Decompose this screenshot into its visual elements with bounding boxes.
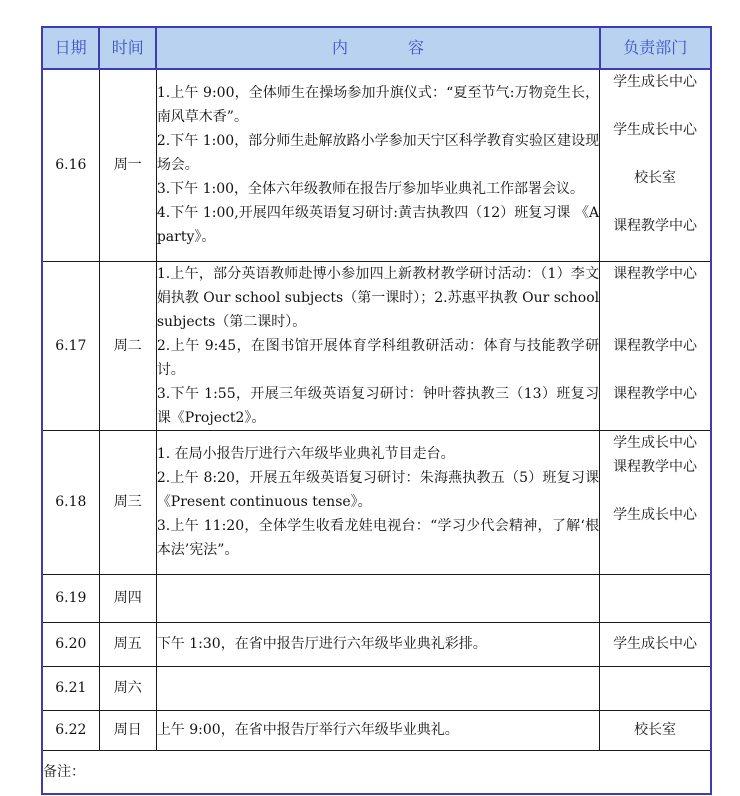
row-dept <box>600 622 711 666</box>
row-dept <box>600 69 711 261</box>
row-content <box>156 666 599 710</box>
dept-label <box>600 286 710 310</box>
dept-label: 学生成长中心 <box>613 434 698 451</box>
dept-label: 学生成长中心 <box>613 122 698 138</box>
row-date: 6.22 <box>42 710 99 750</box>
row-content <box>156 574 599 622</box>
dept-label: 学生成长中心 <box>613 74 698 90</box>
header-day: 时间 <box>99 27 156 69</box>
row-content <box>156 69 599 261</box>
dept-label: 课程教学中心 <box>613 458 698 475</box>
content-item: 2.上午 9:45，在图书馆开展体育学科组教研活动：体育与技能教学研讨。 <box>156 337 600 378</box>
dept-label <box>600 358 710 382</box>
schedule-row <box>42 666 711 710</box>
row-content <box>156 430 599 574</box>
schedule-row <box>42 261 711 430</box>
row-date: 6.19 <box>42 574 99 622</box>
content-item: 上午 9:00，在省中报告厅举行六年级毕业典礼。 <box>156 722 459 738</box>
dept-label <box>600 190 710 214</box>
row-content <box>156 261 599 430</box>
dept-label: 课程教学中心 <box>613 337 698 354</box>
content-item: 1. 在局小报告厅进行六年级毕业典礼节目走台。 <box>156 446 455 462</box>
dept-label: 学生成长中心 <box>613 506 698 523</box>
schedule-row <box>42 574 711 622</box>
row-day: 周五 <box>99 622 156 666</box>
header-row <box>42 27 711 69</box>
schedule-row <box>42 710 711 750</box>
content-item: 3.上午 11:20，全体学生收看龙娃电视台：“学习少代会精神，了解‘根本法’宪法”。 <box>156 518 600 558</box>
row-dept <box>600 430 711 574</box>
dept-label: 校长室 <box>634 722 677 738</box>
row-day: 周日 <box>99 710 156 750</box>
row-date: 6.17 <box>42 261 99 430</box>
dept-label: 课程教学中心 <box>613 265 698 282</box>
content-item: 3.下午 1:55，开展三年级英语复习研讨：钟叶蓉执教三（13）班复习课《Project2》。 <box>156 385 600 426</box>
schedule-table <box>41 26 712 795</box>
row-content <box>156 622 599 666</box>
row-day: 周一 <box>99 69 156 261</box>
row-dept <box>600 710 711 750</box>
row-day: 周三 <box>99 430 156 574</box>
content-item: 2.上午 8:20，开展五年级英语复习研讨：朱海燕执教五（5）班复习课《Present continuous tense》。 <box>156 470 600 510</box>
row-day: 周二 <box>99 261 156 430</box>
dept-label: 课程教学中心 <box>613 218 698 234</box>
row-dept <box>600 666 711 710</box>
row-dept <box>600 261 711 430</box>
row-day: 周四 <box>99 574 156 622</box>
row-date: 6.16 <box>42 69 99 261</box>
dept-label <box>600 94 710 118</box>
content-item: 下午 1:30，在省中报告厅进行六年级毕业典礼彩排。 <box>156 636 487 652</box>
row-content <box>156 710 599 750</box>
header-date: 日期 <box>42 27 99 69</box>
content-item: 1.上午，部分英语教师赴博小参加四上新教材教学研讨活动：（1）李文娟执教 Our school subjects（第一课时）；2.苏惠平执教 Our school subjects（第二课时）。 <box>156 265 600 330</box>
schedule-row <box>42 622 711 666</box>
header-dept: 负责部门 <box>600 27 711 69</box>
content-item: 3.下午 1:00，全体六年级教师在报告厅参加毕业典礼工作部署会议。 <box>156 181 585 198</box>
content-item: 4.下午 1:00,开展四年级英语复习研讨:黄吉执教四（12）班复习课 《A party》。 <box>156 205 600 246</box>
content-item: 2.下午 1:00，部分师生赴解放路小学参加天宁区科学教育实验区建设现场会。 <box>156 133 600 174</box>
dept-label: 校长室 <box>634 170 677 186</box>
dept-label <box>600 142 710 166</box>
schedule-row <box>42 69 711 261</box>
row-date: 6.20 <box>42 622 99 666</box>
dept-label <box>600 310 710 334</box>
dept-label <box>600 479 710 503</box>
row-day: 周六 <box>99 666 156 710</box>
content-item: 1.上午 9:00，全体师生在操场参加升旗仪式：“夏至节气:万物竞生长，南风草木香”。 <box>156 85 600 126</box>
dept-label: 课程教学中心 <box>613 385 698 402</box>
remark-label: 备注： <box>42 750 711 794</box>
remark-row <box>42 750 711 794</box>
schedule-row <box>42 430 711 574</box>
row-date: 6.18 <box>42 430 99 574</box>
row-dept <box>600 574 711 622</box>
row-date: 6.21 <box>42 666 99 710</box>
header-content: 内 容 <box>156 27 599 69</box>
dept-label: 学生成长中心 <box>613 636 698 652</box>
